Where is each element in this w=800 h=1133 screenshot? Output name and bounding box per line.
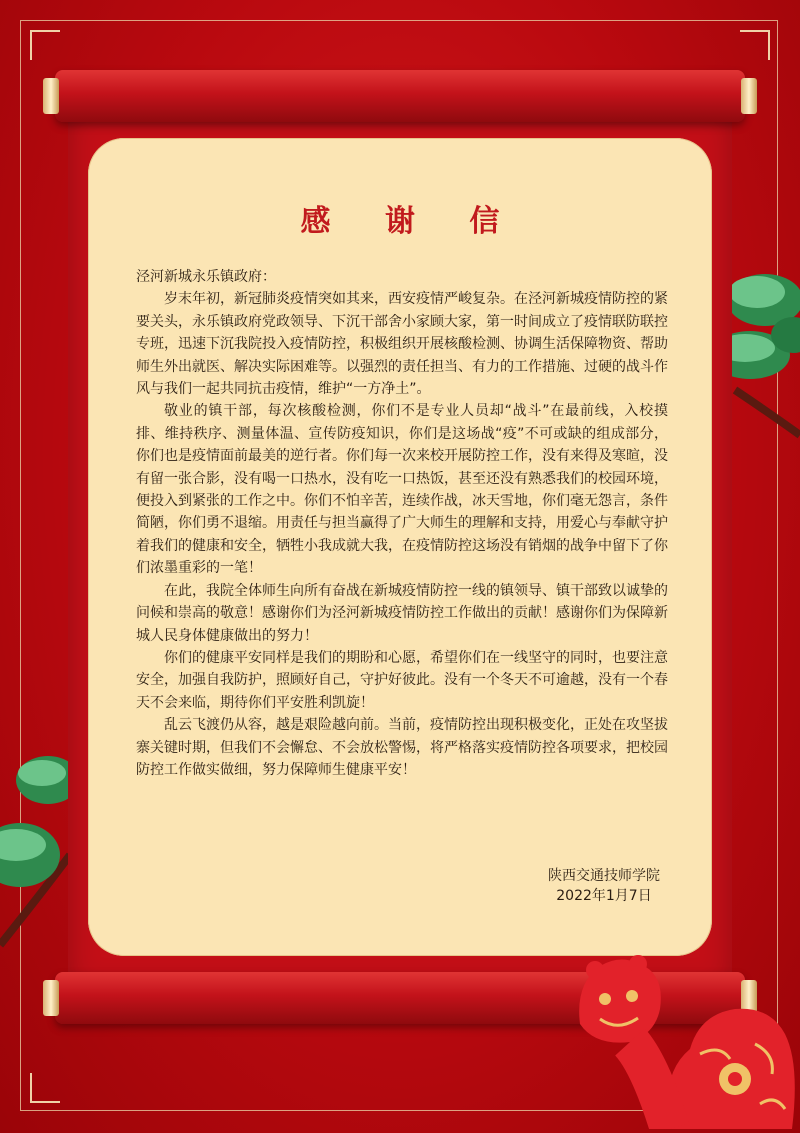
date: 2022年1月7日: [556, 888, 652, 904]
paragraph: 敬业的镇干部，每次核酸检测，你们不是专业人员却“战斗”在最前线，入校摸排、维持秩序、测量体温、宣传防疫知识，你们是这场战“疫”不可或缺的组成部分，你们也是疫情面前最美的逆行者。你们每一次来校开展防控工作，没有来得及寒暄，没有留一张合影，没有喝一口热水，没有吃一口热饭，甚至还没有熟悉我们的校园环境，便投入到紧张的工作之中。你们不怕辛苦，连续作战，冰天雪地，你们毫无怨言，条件简陋，你们勇不退缩。用责任与担当赢得了广大师生的理解和支持，用爱心与奉献守护着我们的健康和安全，牺牲小我成就大我，在疫情防控这场没有销烟的战争中留下了你们浓墨重彩的一笔！: [136, 403, 668, 577]
scroll-rod-top: [55, 70, 745, 122]
signature: 陕西交通技师学院: [548, 868, 660, 884]
letter-body: [136, 266, 668, 781]
paragraph: 岁末年初，新冠肺炎疫情突如其来，西安疫情严峻复杂。在泾河新城疫情防控的紧要关头，永乐镇政府党政领导、下沉干部舍小家顾大家，第一时间成立了疫情联防联控专班，迅速下沉我院投入疫情防控，积极组织开展核酸检测、协调生活保障物资、帮助师生外出就医、解决实际困难等。以强烈的责任担当、有力的工作措施、过硬的战斗作风与我们一起共同抗击疫情，维护“一方净土”。: [136, 291, 668, 398]
papercut-tiger-icon: [560, 954, 800, 1133]
salutation: 泾河新城永乐镇政府：: [136, 269, 276, 285]
paragraph: 在此，我院全体师生向所有奋战在新城疫情防控一线的镇领导、镇干部致以诚挚的问候和崇高的敬意！感谢你们为泾河新城疫情防控工作做出的贡献！感谢你们为保障新城人民身体健康做出的努力！: [136, 582, 668, 644]
rod-cap-left: [43, 78, 59, 114]
signature-block: [548, 866, 660, 906]
frame-corner-top-right: [740, 30, 770, 60]
letter-title: 感 谢 信: [300, 204, 522, 239]
rod-cap-right: [741, 78, 757, 114]
paragraph: 你们的健康平安同样是我们的期盼和心愿，希望你们在一线坚守的同时，也要注意安全，加强自我防护，照顾好自己，守护好彼此。没有一个冬天不可逾越，没有一个春天不会来临，期待你们平安胜利凯旋！: [136, 649, 668, 711]
paragraph: 乱云飞渡仍从容，越是艰险越向前。当前，疫情防控出现积极变化，正处在攻坚拔寨关键时期，但我们不会懈怠、不会放松警惕，将严格落实疫情防控各项要求，把校园防控工作做实做细，努力保障师生健康平安！: [136, 717, 668, 778]
frame-corner-bottom-left: [30, 1073, 60, 1103]
rod-cap-left: [43, 980, 59, 1016]
frame-corner-top-left: [30, 30, 60, 60]
